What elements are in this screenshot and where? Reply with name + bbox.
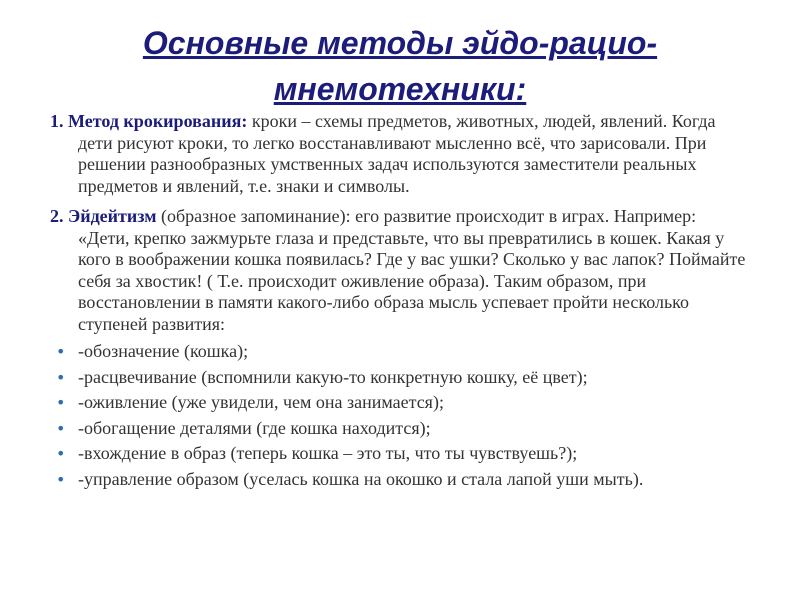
method-text-1: кроки – схемы предметов, животных, людей, явлений. Когда дети рисуют кроки, то легко восстанавливают мысленно всё, что зарисовали. При решении разнообразных умственных задач используются заместители реальных предметов и явлений, т.е. знаки и символы. bbox=[78, 111, 716, 196]
list-item-text: -вхождение в образ (теперь кошка – это ты, что ты чувствуешь?); bbox=[78, 443, 578, 463]
list-item-text: -обогащение деталями (где кошка находится); bbox=[78, 417, 431, 438]
bullet-icon: • bbox=[56, 367, 66, 387]
list-item-text: -оживление (уже увидели, чем она занимается); bbox=[78, 392, 444, 412]
list-item-text: -управление образом (уселась кошка на окошко и стала лапой уши мыть). bbox=[78, 468, 644, 489]
method-heading-1: 1. Метод крокирования: bbox=[50, 111, 248, 131]
method-paragraph-1 bbox=[50, 111, 750, 197]
bullet-icon: • bbox=[56, 418, 66, 438]
method-text-2: (образное запоминание): его развитие происходит в играх. Например: «Дети, крепко зажмурьте глаза и представьте, что вы превратились в кошек. Какая у кого в воображении кошка появилась? Где у вас ушки? Сколько у вас лапок? Поймайте себя за хвостик! ( Т.е. происходит оживление образа). Таким образом, при восстановлении в памяти какого-либо образа мысль успевает пройти несколько ступеней развития: bbox=[78, 206, 746, 334]
list-item bbox=[50, 443, 750, 465]
list-item bbox=[50, 367, 750, 389]
slide-content bbox=[50, 111, 750, 494]
bullet-icon: • bbox=[56, 342, 66, 361]
list-item bbox=[50, 469, 750, 491]
list-item bbox=[50, 392, 750, 414]
bullet-icon: • bbox=[56, 393, 66, 412]
method-heading-2: 2. Эйдейтизм bbox=[50, 206, 157, 226]
title-line-1: Основные методы эйдо-рацио- bbox=[142, 25, 658, 61]
bullet-icon: • bbox=[56, 444, 66, 463]
stages-list bbox=[50, 341, 750, 490]
list-item-text: -обозначение (кошка); bbox=[78, 341, 249, 361]
list-item-text: -расцвечивание (вспомнили какую-то конкретную кошку, её цвет); bbox=[78, 366, 588, 387]
list-item bbox=[50, 418, 750, 440]
list-item bbox=[50, 341, 750, 363]
method-paragraph-2 bbox=[50, 206, 750, 335]
bullet-icon: • bbox=[56, 469, 66, 489]
slide-title bbox=[40, 20, 760, 112]
title-line-2: мнемотехники: bbox=[273, 71, 527, 107]
